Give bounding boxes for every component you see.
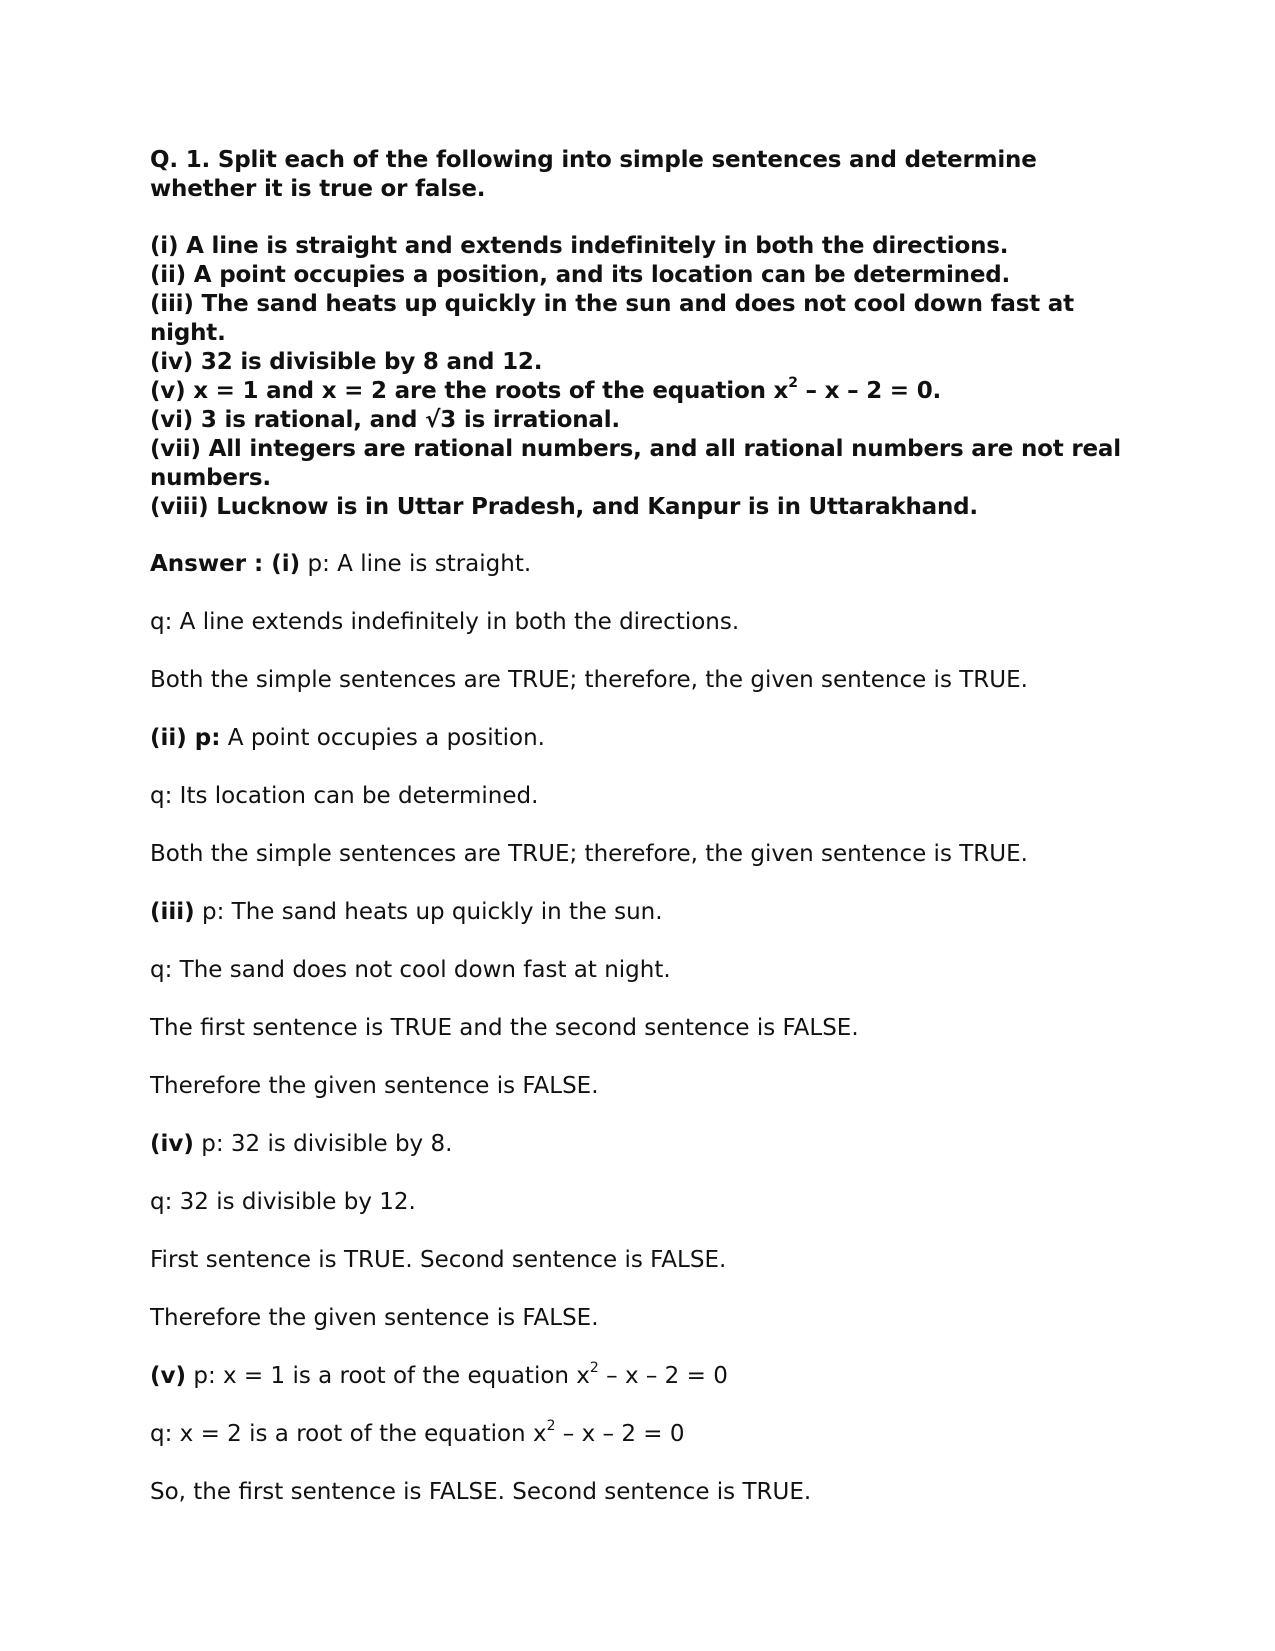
answer-label: (iii) [150, 899, 195, 925]
answer-line [150, 1420, 1130, 1449]
question-item-vii: (vii) All integers are rational numbers, and all rational numbers are not real numbers. [150, 436, 1121, 491]
answer-line: So, the first sentence is FALSE. Second sentence is TRUE. [150, 1479, 812, 1505]
question-item-viii: (viii) Lucknow is in Uttar Pradesh, and Kanpur is in Uttarakhand. [150, 494, 978, 520]
answer-text-end: – x – 2 = 0 [598, 1363, 728, 1389]
answer-line: Therefore the given sentence is FALSE. [150, 1073, 599, 1099]
question-item-vi: (vi) 3 is rational, and √3 is irrational. [150, 407, 620, 433]
answer-line [150, 1130, 1130, 1159]
answer-label: (ii) p: [150, 725, 221, 751]
answer-label: (v) [150, 1363, 187, 1389]
question-item-iv: (iv) 32 is divisible by 8 and 12. [150, 349, 543, 375]
exponent: 2 [546, 1418, 556, 1435]
answer-text: p: 32 is divisible by 8. [193, 1131, 453, 1157]
question-item-v-text-end: – x – 2 = 0. [797, 378, 942, 404]
answer-line [150, 724, 1130, 753]
answer-line [150, 550, 1130, 579]
question-items [150, 232, 1130, 522]
answer-line: q: Its location can be determined. [150, 783, 539, 809]
answer-line: q: 32 is divisible by 12. [150, 1189, 416, 1215]
answer-line: q: The sand does not cool down fast at night. [150, 957, 671, 983]
question-title: Q. 1. Split each of the following into simple sentences and determine whether it is true or false. [150, 147, 1037, 202]
answer-line [150, 898, 1130, 927]
exponent: 2 [788, 375, 798, 392]
answer-text-end: – x – 2 = 0 [555, 1421, 685, 1447]
answer-label: (iv) [150, 1131, 194, 1157]
answer-text: p: The sand heats up quickly in the sun. [194, 899, 663, 925]
answer-text: p: x = 1 is a root of the equation x [186, 1363, 590, 1389]
answer-line: q: A line extends indefinitely in both the directions. [150, 609, 740, 635]
answer-section [150, 550, 1130, 1507]
answer-line: Therefore the given sentence is FALSE. [150, 1305, 599, 1331]
answer-line [150, 1362, 1130, 1391]
answer-line: Both the simple sentences are TRUE; therefore, the given sentence is TRUE. [150, 667, 1028, 693]
question-item-v-text: (v) x = 1 and x = 2 are the roots of the equation x [150, 378, 789, 404]
answer-line: Both the simple sentences are TRUE; therefore, the given sentence is TRUE. [150, 841, 1028, 867]
question-item-iii: (iii) The sand heats up quickly in the sun and does not cool down fast at night. [150, 291, 1074, 346]
exponent: 2 [589, 1360, 599, 1377]
answer-text: q: x = 2 is a root of the equation x [150, 1421, 547, 1447]
question-item-ii: (ii) A point occupies a position, and its location can be determined. [150, 262, 1011, 288]
answer-text: A point occupies a position. [220, 725, 545, 751]
answer-text: p: A line is straight. [300, 551, 532, 577]
question-item-v [150, 377, 1130, 406]
answer-line: First sentence is TRUE. Second sentence is FALSE. [150, 1247, 727, 1273]
question-item-i: (i) A line is straight and extends indefinitely in both the directions. [150, 233, 1009, 259]
answer-line: The first sentence is TRUE and the second sentence is FALSE. [150, 1015, 859, 1041]
document-content [150, 146, 1130, 1536]
answer-label: Answer : (i) [150, 551, 301, 577]
